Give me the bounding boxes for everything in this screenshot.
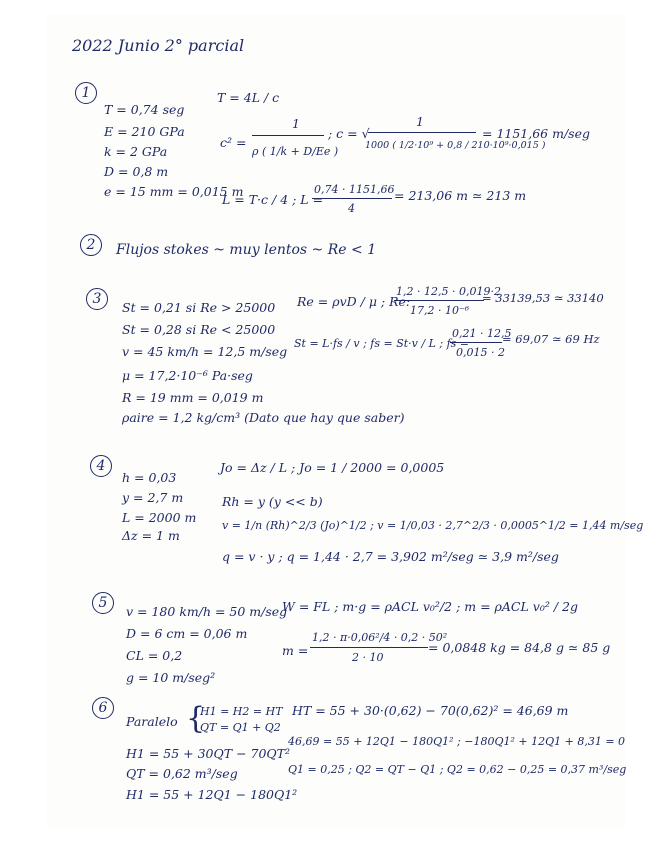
p5-given-2: CL = 0,2 [126,648,183,663]
p1-fraction-bar-2 [368,132,476,133]
p5-fraction-bar [310,647,428,648]
p6-brace-1: QT = Q1 + Q2 [200,721,281,734]
p3-given-5: ρaire = 1,2 kg/cm³ (Dato que hay que saber) [122,410,405,425]
p3-given-0: St = 0,21 si Re > 25000 [122,300,276,315]
p1-given-0: T = 0,74 seg [104,102,185,117]
p3-reynolds-den: 17,2 · 10⁻⁶ [410,304,470,317]
p3-freq-den: 0,015 · 2 [456,346,505,359]
p1-length-left: L = T·c / 4 ; L = [222,192,324,207]
p3-fraction-bar-2 [450,342,502,343]
p1-c-root-num: 1 [416,114,424,129]
p6-given-0: H1 = 55 + 30QT − 70QT² [126,746,291,761]
p4-given-0: h = 0,03 [122,470,177,485]
p1-fraction-bar-3 [312,198,392,199]
p1-period-formula: T = 4L / c [217,90,280,105]
p3-fraction-bar-1 [394,300,484,301]
p1-c-root-left: ; c = √ [328,126,370,141]
p1-given-3: D = 0,8 m [104,164,169,179]
p1-c-squared-left: c² = [220,135,247,150]
p1-c-root-den: 1000 ( 1/2·10⁹ + 0,8 / 210·10⁹·0,015 ) [365,140,546,151]
p2-text: Flujos stokes ~ muy lentos ~ Re < 1 [116,242,377,258]
problem-3-number: 3 [86,288,108,310]
p6-brace-0: H1 = H2 = HT [200,705,283,718]
problem-5-number: 5 [92,592,114,614]
p5-given-3: g = 10 m/seg² [126,670,216,685]
p1-fraction-bar-1 [252,135,324,136]
p3-given-4: R = 19 mm = 0,019 m [122,390,264,405]
p5-weight-lift: W = FL ; m·g = ρACL v₀²/2 ; m = ρACL v₀² / 2g [282,599,578,614]
problem-2-number: 2 [80,234,102,256]
p3-reynolds-num: 1,2 · 12,5 · 0,019·2 [396,285,501,298]
p1-c-squared-num: 1 [292,116,300,131]
p5-given-0: v = 180 km/h = 50 m/seg [126,604,288,619]
p5-mass-left: m = [282,643,309,658]
p5-mass-num: 1,2 · π·0,06²/4 · 0,2 · 50² [312,631,448,644]
p4-velocity: v = 1/n (Rh)^2/3 (Jo)^1/2 ; v = 1/0,03 · 2,7^2/3 · 0,0005^1/2 = 1,44 m/seg [222,519,644,532]
p1-given-1: E = 210 GPa [104,124,185,139]
page-title: 2022 Junio 2° parcial [72,36,245,55]
p3-reynolds-result: = 33139,53 ≃ 33140 [482,291,604,305]
p4-flow: q = v · y ; q = 1,44 · 2,7 = 3,902 m²/seg ≃ 3,9 m²/seg [222,549,559,564]
p6-total-head: HT = 55 + 30·(0,62) − 70(0,62)² = 46,69 m [292,703,569,718]
p4-given-3: Δz = 1 m [122,528,180,543]
p6-quadratic: 46,69 = 55 + 12Q1 − 180Q1² ; −180Q1² + 12Q1 + 8,31 = 0 [288,735,626,748]
p3-strouhal-line: St = L·fs / v ; fs = St·v / L ; fs = [294,337,470,350]
p6-paralelo-label: Paralelo [126,714,178,729]
problem-1-number: 1 [75,82,97,104]
p4-given-1: y = 2,7 m [122,490,184,505]
p6-given-1: QT = 0,62 m³/seg [126,766,238,781]
p5-given-1: D = 6 cm = 0,06 m [126,626,248,641]
p3-given-1: St = 0,28 si Re < 25000 [122,322,276,337]
p4-slope: Jo = Δz / L ; Jo = 1 / 2000 = 0,0005 [220,460,445,475]
p4-given-2: L = 2000 m [122,510,197,525]
p6-brace: { [186,701,206,736]
p1-given-2: k = 2 GPa [104,144,168,159]
p5-mass-den: 2 · 10 [352,651,384,664]
p4-hydraulic-radius: Rh = y (y << b) [222,494,323,509]
problem-6-number: 6 [92,697,114,719]
p1-length-result: = 213,06 m ≃ 213 m [394,188,527,203]
p6-flow-results: Q1 = 0,25 ; Q2 = QT − Q1 ; Q2 = 0,62 − 0,25 = 0,37 m³/seg [288,763,627,776]
p1-length-num: 0,74 · 1151,66 [314,183,395,196]
p1-given-4: e = 15 mm = 0,015 m [104,184,244,199]
p3-given-3: μ = 17,2·10⁻⁶ Pa·seg [122,368,253,383]
p3-freq-num: 0,21 · 12,5 [452,327,512,340]
p3-freq-result: = 69,07 ≃ 69 Hz [502,332,600,346]
p5-mass-result: = 0,0848 kg = 84,8 g ≃ 85 g [428,640,611,655]
p3-reynolds-left: Re = ρvD / μ ; Re: [297,294,411,309]
p1-c-result: = 1151,66 m/seg [482,126,590,141]
p3-given-2: v = 45 km/h = 12,5 m/seg [122,344,288,359]
p1-c-squared-den: ρ ( 1/k + D/Ee ) [252,145,339,158]
p6-given-2: H1 = 55 + 12Q1 − 180Q1² [126,787,298,802]
p1-length-den: 4 [348,202,355,215]
problem-4-number: 4 [90,455,112,477]
